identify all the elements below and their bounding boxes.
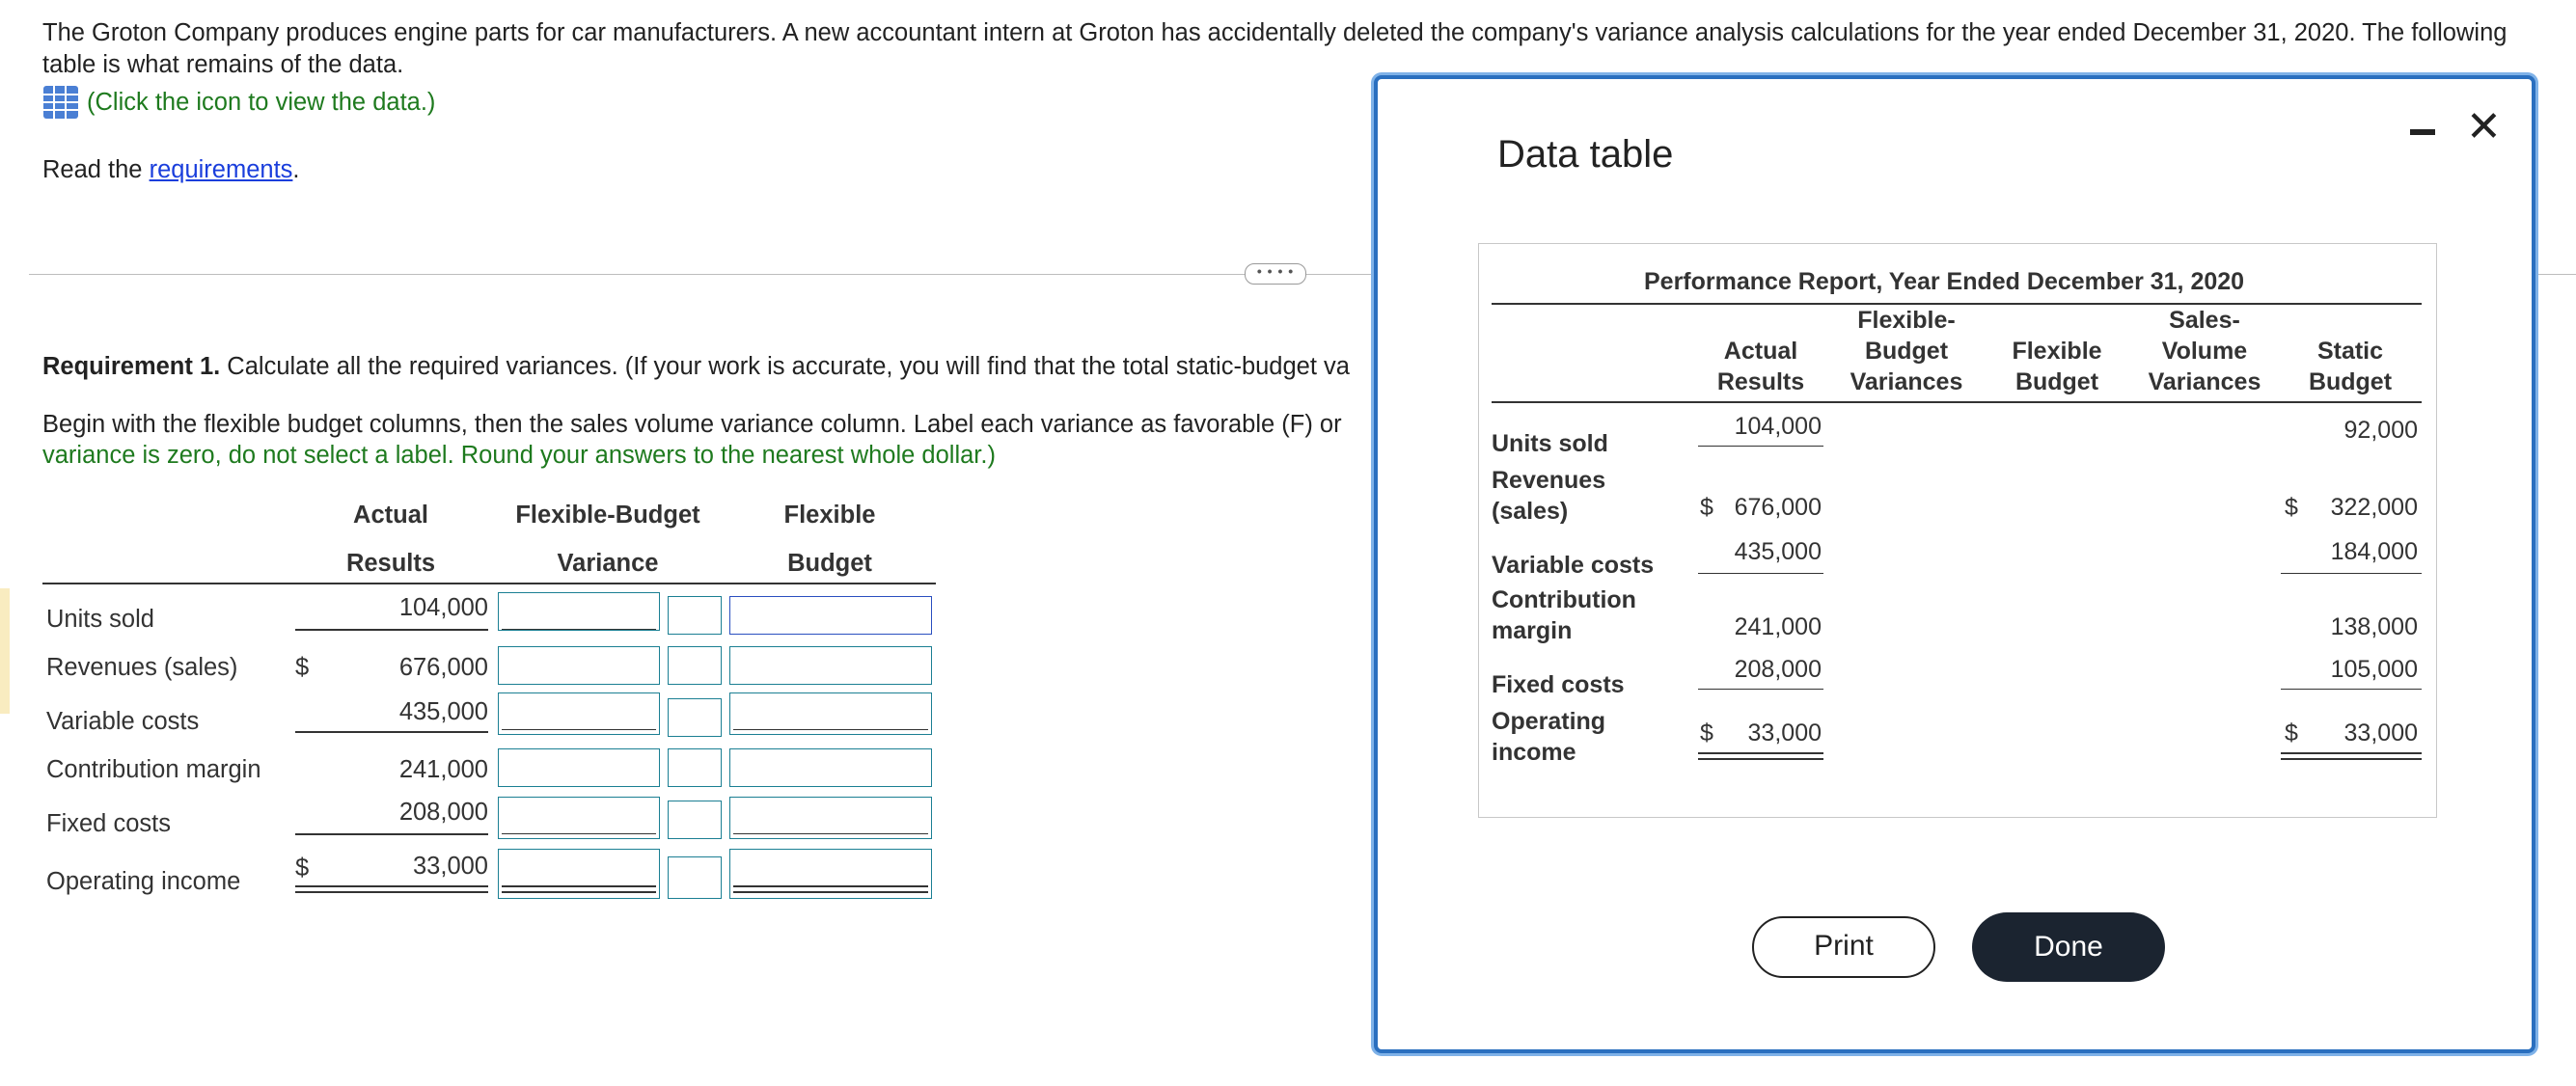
actual-contribution: 241,000 xyxy=(398,756,488,783)
m-actual-units: 104,000 xyxy=(1734,413,1822,440)
flex-input-contribution[interactable] xyxy=(729,748,932,787)
m-actual-dollar-rev: $ xyxy=(1700,494,1713,521)
read-suffix: . xyxy=(292,156,300,183)
requirement-1-text xyxy=(42,353,1350,381)
read-requirements xyxy=(42,156,300,184)
mcol-fbv xyxy=(1839,305,1974,397)
print-button[interactable]: Print xyxy=(1752,916,1935,978)
row-label-contribution: Contribution margin xyxy=(46,756,261,783)
mcol-static-l1 xyxy=(2292,305,2408,336)
m-actual-rule-2 xyxy=(1698,573,1823,574)
row-label-variable: Variable costs xyxy=(46,708,200,735)
header-fbv-2: Variance xyxy=(557,550,659,577)
actual-operating: 33,000 xyxy=(413,853,488,880)
m-actual-fixed: 208,000 xyxy=(1734,656,1822,683)
actual-variable: 435,000 xyxy=(398,698,488,725)
instructions xyxy=(42,409,1342,471)
row-label-units: Units sold xyxy=(46,606,154,633)
problem-intro xyxy=(42,17,2570,81)
fbv-rule-double xyxy=(502,885,656,893)
mrow-revenues-l1: Revenues xyxy=(1492,467,1606,494)
flex-rule-double xyxy=(733,885,928,893)
fbv-label-select-revenues[interactable] xyxy=(668,646,722,685)
m-static-dollar-op: $ xyxy=(2285,719,2298,747)
requirements-link[interactable]: requirements xyxy=(149,156,293,183)
fbv-input-revenues[interactable] xyxy=(498,646,660,685)
m-actual-variable: 435,000 xyxy=(1734,538,1822,565)
mcol-actual-l3: Results xyxy=(1716,368,1805,395)
mrow-fixed: Fixed costs xyxy=(1492,671,1625,698)
m-static-contribution: 138,000 xyxy=(2330,613,2418,640)
dollar-operating: $ xyxy=(295,855,310,882)
mrow-contribution-l2: margin xyxy=(1492,617,1573,644)
fbv-rule-1 xyxy=(502,629,656,630)
mcol-svv-l1: Sales- xyxy=(2169,307,2240,334)
mcol-static xyxy=(2292,305,2408,397)
mcol-fbv-l1: Flexible- xyxy=(1857,307,1956,334)
actual-rule-3 xyxy=(295,833,488,835)
mcol-actual xyxy=(1698,305,1823,397)
modal-title: Data table xyxy=(1497,133,1674,176)
table-grid-icon[interactable] xyxy=(42,85,79,120)
m-static-rule-3 xyxy=(2281,689,2422,690)
actual-revenues: 676,000 xyxy=(398,654,488,681)
m-actual-rule-3 xyxy=(1698,689,1823,690)
mrow-operating-l1: Operating xyxy=(1492,708,1606,735)
row-label-revenues: Revenues (sales) xyxy=(46,654,238,681)
flex-input-revenues[interactable] xyxy=(729,646,932,685)
m-actual-rule-1 xyxy=(1698,446,1823,447)
actual-rule-double xyxy=(295,885,488,893)
mrow-operating-l2: income xyxy=(1492,739,1576,766)
minimize-icon[interactable] xyxy=(2410,129,2435,135)
m-static-revenues: 322,000 xyxy=(2330,494,2418,521)
actual-rule-2 xyxy=(295,731,488,733)
flex-rule-3 xyxy=(733,833,928,834)
instructions-line-1: Begin with the flexible budget columns, then the sales volume variance column. Label each variance as favorable (F) or xyxy=(42,411,1342,438)
actual-fixed: 208,000 xyxy=(398,799,488,826)
mcol-static-l2: Static xyxy=(2316,338,2384,365)
mrow-variable: Variable costs xyxy=(1492,552,1655,579)
mcol-svv-l2: Volume xyxy=(2161,338,2248,365)
m-static-units: 92,000 xyxy=(2343,417,2418,444)
header-flex-1: Flexible xyxy=(783,502,876,529)
header-rule xyxy=(42,583,936,584)
read-prefix: Read the xyxy=(42,156,150,183)
fbv-label-select-operating[interactable] xyxy=(668,856,722,899)
mcol-static-l3: Budget xyxy=(2308,368,2393,395)
mcol-flex-l1 xyxy=(1999,305,2115,336)
header-fbv-1: Flexible-Budget xyxy=(515,502,700,529)
m-static-fixed: 105,000 xyxy=(2330,656,2418,683)
mrow-units: Units sold xyxy=(1492,430,1608,457)
m-actual-revenues: 676,000 xyxy=(1734,494,1822,521)
mrow-contribution-l1: Contribution xyxy=(1492,586,1636,613)
fbv-label-select-units[interactable] xyxy=(668,596,722,635)
mcol-fbv-l3: Variances xyxy=(1850,368,1963,395)
requirement-1-label: Requirement 1. xyxy=(42,353,221,380)
data-icon-link-text[interactable]: (Click the icon to view the data.) xyxy=(87,88,436,116)
m-static-dollar-rev: $ xyxy=(2285,494,2298,521)
requirement-1-body: Calculate all the required variances. (If your work is accurate, you will find that the total static-budget va xyxy=(220,353,1350,380)
flex-input-units[interactable] xyxy=(729,596,932,635)
mrow-revenues-l2: (sales) xyxy=(1492,498,1569,525)
fbv-label-select-variable[interactable] xyxy=(668,698,722,737)
mcol-flex xyxy=(1999,305,2115,397)
m-actual-rule-double xyxy=(1698,752,1823,760)
row-label-fixed: Fixed costs xyxy=(46,810,171,837)
actual-rule-1 xyxy=(295,629,488,631)
header-actual-1: Actual xyxy=(353,502,428,529)
mcol-fbv-l2: Budget xyxy=(1864,338,1949,365)
row-label-operating: Operating income xyxy=(46,868,241,895)
mrow-operating xyxy=(1492,706,1605,768)
mcol-svv xyxy=(2132,305,2277,397)
m-static-rule-double xyxy=(2281,752,2422,760)
mrow-contribution xyxy=(1492,584,1636,646)
mcol-actual-l1 xyxy=(1698,305,1823,336)
fbv-label-select-contribution[interactable] xyxy=(668,748,722,787)
mrow-revenues xyxy=(1492,465,1605,527)
fbv-rule-3 xyxy=(502,833,656,834)
mcol-flex-l3: Budget xyxy=(2014,368,2099,395)
m-static-rule-2 xyxy=(2281,573,2422,574)
m-actual-dollar-op: $ xyxy=(1700,719,1713,747)
m-static-operating: 33,000 xyxy=(2343,719,2418,747)
close-icon[interactable]: ✕ xyxy=(2466,103,2502,150)
m-static-variable: 184,000 xyxy=(2330,538,2418,565)
instructions-line-2: variance is zero, do not select a label. Round your answers to the nearest whole dollar.) xyxy=(42,442,996,469)
intro-line-2: table is what remains of the data. xyxy=(42,51,404,78)
mcol-actual-l2: Actual xyxy=(1723,338,1798,365)
m-actual-operating: 33,000 xyxy=(1747,719,1822,747)
fbv-label-select-fixed[interactable] xyxy=(668,801,722,839)
flex-rule-2 xyxy=(733,729,928,730)
header-flex-2: Budget xyxy=(787,550,872,577)
header-bottom-rule xyxy=(1492,401,2422,403)
report-title: Performance Report, Year Ended December 31, 2020 xyxy=(1644,268,2245,295)
expand-ellipsis-button[interactable]: • • • • xyxy=(1245,263,1306,285)
mcol-svv-l3: Variances xyxy=(2148,368,2261,395)
actual-units: 104,000 xyxy=(398,594,488,621)
left-highlight-bar xyxy=(0,588,10,714)
done-button[interactable]: Done xyxy=(1972,912,2165,982)
fbv-input-contribution[interactable] xyxy=(498,748,660,787)
fbv-input-units[interactable] xyxy=(498,592,660,631)
m-actual-contribution: 241,000 xyxy=(1734,613,1822,640)
mcol-flex-l2: Flexible xyxy=(2012,338,2102,365)
header-actual-2: Results xyxy=(345,550,436,577)
fbv-rule-2 xyxy=(502,729,656,730)
intro-line-1: The Groton Company produces engine parts for car manufacturers. A new accountant intern at Groton has accidentally deleted the company's variance analysis calculations for the year ended December 31, 2020. The following xyxy=(42,19,2507,46)
dollar-revenues: $ xyxy=(295,654,310,681)
data-icon-link[interactable] xyxy=(42,85,435,120)
